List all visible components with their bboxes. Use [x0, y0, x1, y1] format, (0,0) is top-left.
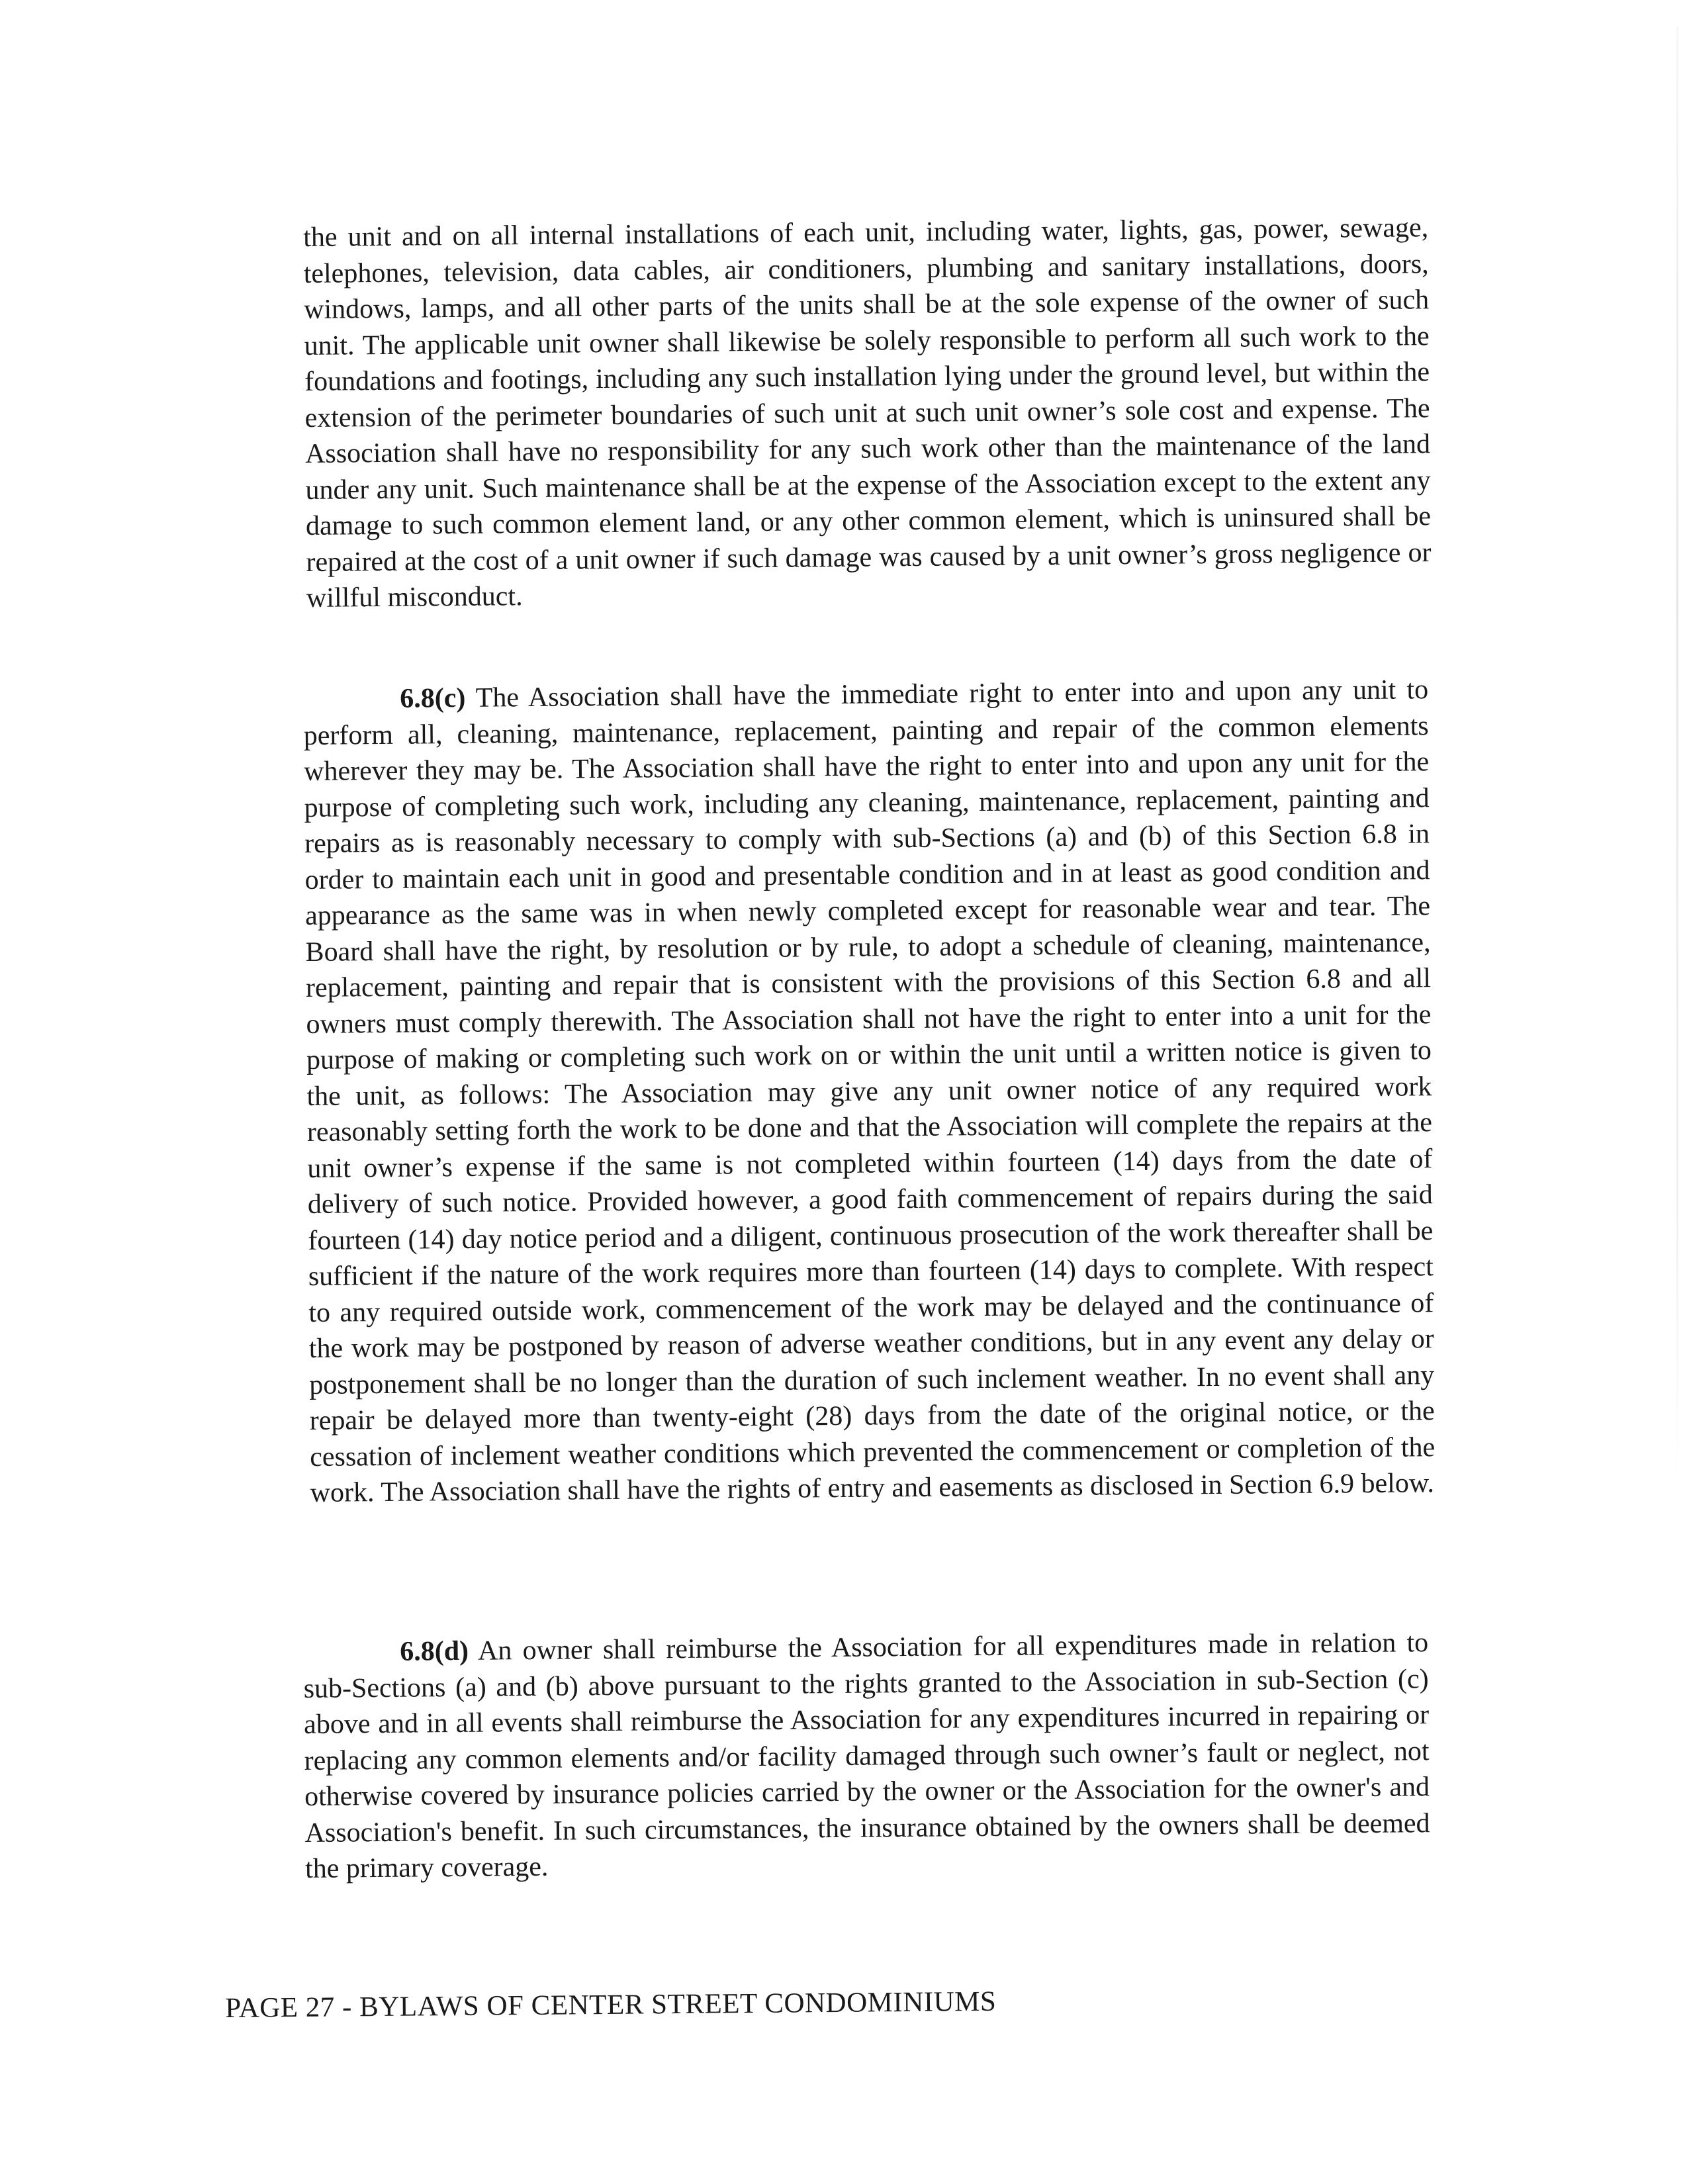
paragraph-text: An owner shall reimburse the Association for all expenditures made in relation to sub-Sections (a) and (b) above pursuant to the rights granted to the Association in sub-Section (c) above and in all events shall reimburse the Association for any expenditures incurred in repairing or replacing any common elements and/or facility damaged through such owner’s fault or neglect, not otherwise covered by insurance policies carried by the owner or the Association for the owner's and Association's benefit. In such circumstances, the insurance obtained by the owners shall be deemed the primary coverage. — [303, 1627, 1430, 1884]
paragraph-text: The Association shall have the immediate right to enter into and upon any unit to perform all, cleaning, maintenance, replacement, painting and repair of the common elements wherever they may be. The Association shall have the right to enter into and upon any unit for the purpose of completing such work, including any cleaning, maintenance, replacement, painting and repairs as is reasonably necessary to comply with sub-Sections (a) and (b) of this Section 6.8 in order to maintain each unit in good and presentable condition and in at least as good condition and appearance as the same was in when newly completed except for reasonable wear and tear. The Board shall have the right, by resolution or by rule, to adopt a schedule of cleaning, maintenance, replacement, painting and repair that is consistent with the provisions of this Section 6.8 and all owners must comply therewith. The Association shall not have the right to enter into a unit for the purpose of making or completing such work on or within the unit until a written notice is given to the unit, as follows: The Association may give any unit owner notice of any required work reasonably setting forth the work to be done and that the Association will complete the repairs at the unit owner’s expense if the same is not completed within fourteen (14) days from the date of delivery of such notice. Provided however, a good faith commencement of repairs during the said fourteen (14) day notice period and a diligent, continuous prosecution of the work thereafter shall be sufficient if the nature of the work requires more than fourteen (14) days to complete. With respect to any required outside work, commencement of the work may be delayed and the continuance of the work may be postponed by reason of adverse weather conditions, but in any event any delay or postponement shall be no longer than the duration of such inclement weather. In no event shall any repair be delayed more than twenty-eight (28) days from the date of the original notice, or the cessation of inclement weather conditions which prevented the commencement or completion of the work. The Association shall have the rights of entry and easements as disclosed in Section 6.9 below. — [303, 674, 1436, 1508]
paragraph-section-6-8c — [303, 672, 1436, 1511]
scan-edge-shadow — [1676, 26, 1678, 1482]
section-number: 6.8(d) — [400, 1635, 469, 1667]
section-number: 6.8(c) — [400, 682, 466, 714]
paragraph-section-6-8d — [303, 1625, 1430, 1887]
paragraph-text: the unit and on all internal installations of each unit, including water, lights, gas, power, sewage, telephones, television, data cables, air conditioners, plumbing and sanitary installations, doors, windows, lamps, and all other parts of the units shall be at the sole expense of the owner of such unit. The applicable unit owner shall likewise be solely responsible to perform all such work to the foundations and footings, including any such installation lying under the ground level, but within the extension of the perimeter boundaries of such unit at such unit owner’s sole cost and expense. The Association shall have no responsibility for any such work other than the maintenance of the land under any unit. Such maintenance shall be at the expense of the Association except to the extent any damage to such common element land, or any other common element, which is uninsured shall be repaired at the cost of a unit owner if such damage was caused by a unit owner’s gross negligence or willful misconduct. — [303, 212, 1432, 614]
page-footer: PAGE 27 - BYLAWS OF CENTER STREET CONDOMINIUMS — [225, 1985, 997, 2024]
paragraph-continued — [303, 210, 1432, 616]
